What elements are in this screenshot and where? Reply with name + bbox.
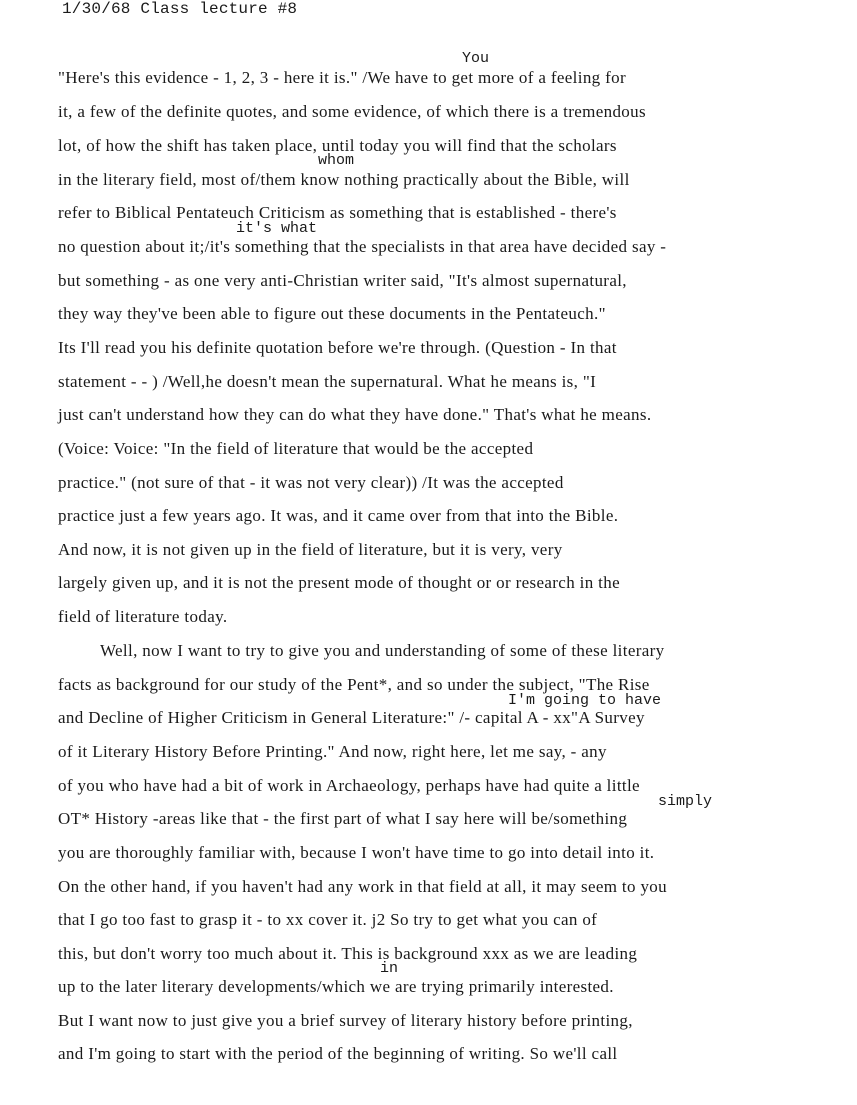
insertion-whom: whom <box>318 152 355 169</box>
text-line: that I go too fast to grasp it - to xx cover it. j2 So try to get what you can of <box>58 910 598 929</box>
text-line: up to the later literary developments/which we are trying primarily interested. <box>58 977 614 996</box>
paragraph-start-line: Well, now I want to try to give you and understanding of some of these literary <box>100 641 665 660</box>
text-line: they way they've been able to figure out these documents in the Pentateuch." <box>58 304 606 323</box>
text-line: practice just a few years ago. It was, and it came over from that into the Bible. <box>58 506 619 525</box>
insertion-its-what: it's what <box>236 220 318 237</box>
text-line: it, a few of the definite quotes, and some evidence, of which there is a tremendous <box>58 102 646 121</box>
page-header: 1/30/68 Class lecture #8 <box>62 0 298 18</box>
text-line: And now, it is not given up in the field of literature, but it is very, very <box>58 540 563 559</box>
insertion-im-going-to-have: I'm going to have <box>508 692 662 709</box>
text-line: just can't understand how they can do what they have done." That's what he means. <box>58 405 652 424</box>
text-line: refer to Biblical Pentateuch Criticism as something that is established - there's <box>58 203 617 222</box>
text-line: of you who have had a bit of work in Archaeology, perhaps have had quite a little <box>58 776 640 795</box>
text-line: (Voice: Voice: "In the field of literature that would be the accepted <box>58 439 534 458</box>
text-line: "Here's this evidence - 1, 2, 3 - here it is." /We have to get more of a feeling for <box>58 68 627 87</box>
text-line: But I want now to just give you a brief survey of literary history before printing, <box>58 1011 633 1030</box>
text-line: and I'm going to start with the period of the beginning of writing. So we'll call <box>58 1044 618 1063</box>
text-line: On the other hand, if you haven't had any work in that field at all, it may seem to you <box>58 877 668 896</box>
text-line: OT* History -areas like that - the first part of what I say here will be/something <box>58 809 628 828</box>
text-line: practice." (not sure of that - it was not very clear)) /It was the accepted <box>58 473 564 492</box>
text-line: in the literary field, most of/them know nothing practically about the Bible, will <box>58 170 630 189</box>
insertion-in: in <box>380 960 399 977</box>
text-line: but something - as one very anti-Christian writer said, "It's almost supernatural, <box>58 271 627 290</box>
insertion-you: You <box>462 50 490 67</box>
text-line: statement - - ) /Well,he doesn't mean the supernatural. What he means is, "I <box>58 372 597 391</box>
text-line: this, but don't worry too much about it. This is background xxx as we are leading <box>58 944 638 963</box>
text-line: you are thoroughly familiar with, because I won't have time to go into detail into it. <box>58 843 655 862</box>
text-line: facts as background for our study of the Pent*, and so under the subject, "The Rise <box>58 675 650 694</box>
text-line: field of literature today. <box>58 607 228 626</box>
text-line: of it Literary History Before Printing." And now, right here, let me say, - any <box>58 742 607 761</box>
text-line: no question about it;/it's something that the specialists in that area have decided say - <box>58 237 667 256</box>
text-line: largely given up, and it is not the present mode of thought or or research in the <box>58 573 620 592</box>
insertion-simply: simply <box>658 793 713 810</box>
text-line: Its I'll read you his definite quotation before we're through. (Question - In that <box>58 338 617 357</box>
text-line: lot, of how the shift has taken place, until today you will find that the scholars <box>58 136 617 155</box>
text-line: and Decline of Higher Criticism in General Literature:" /- capital A - xx"A Survey <box>58 708 645 727</box>
